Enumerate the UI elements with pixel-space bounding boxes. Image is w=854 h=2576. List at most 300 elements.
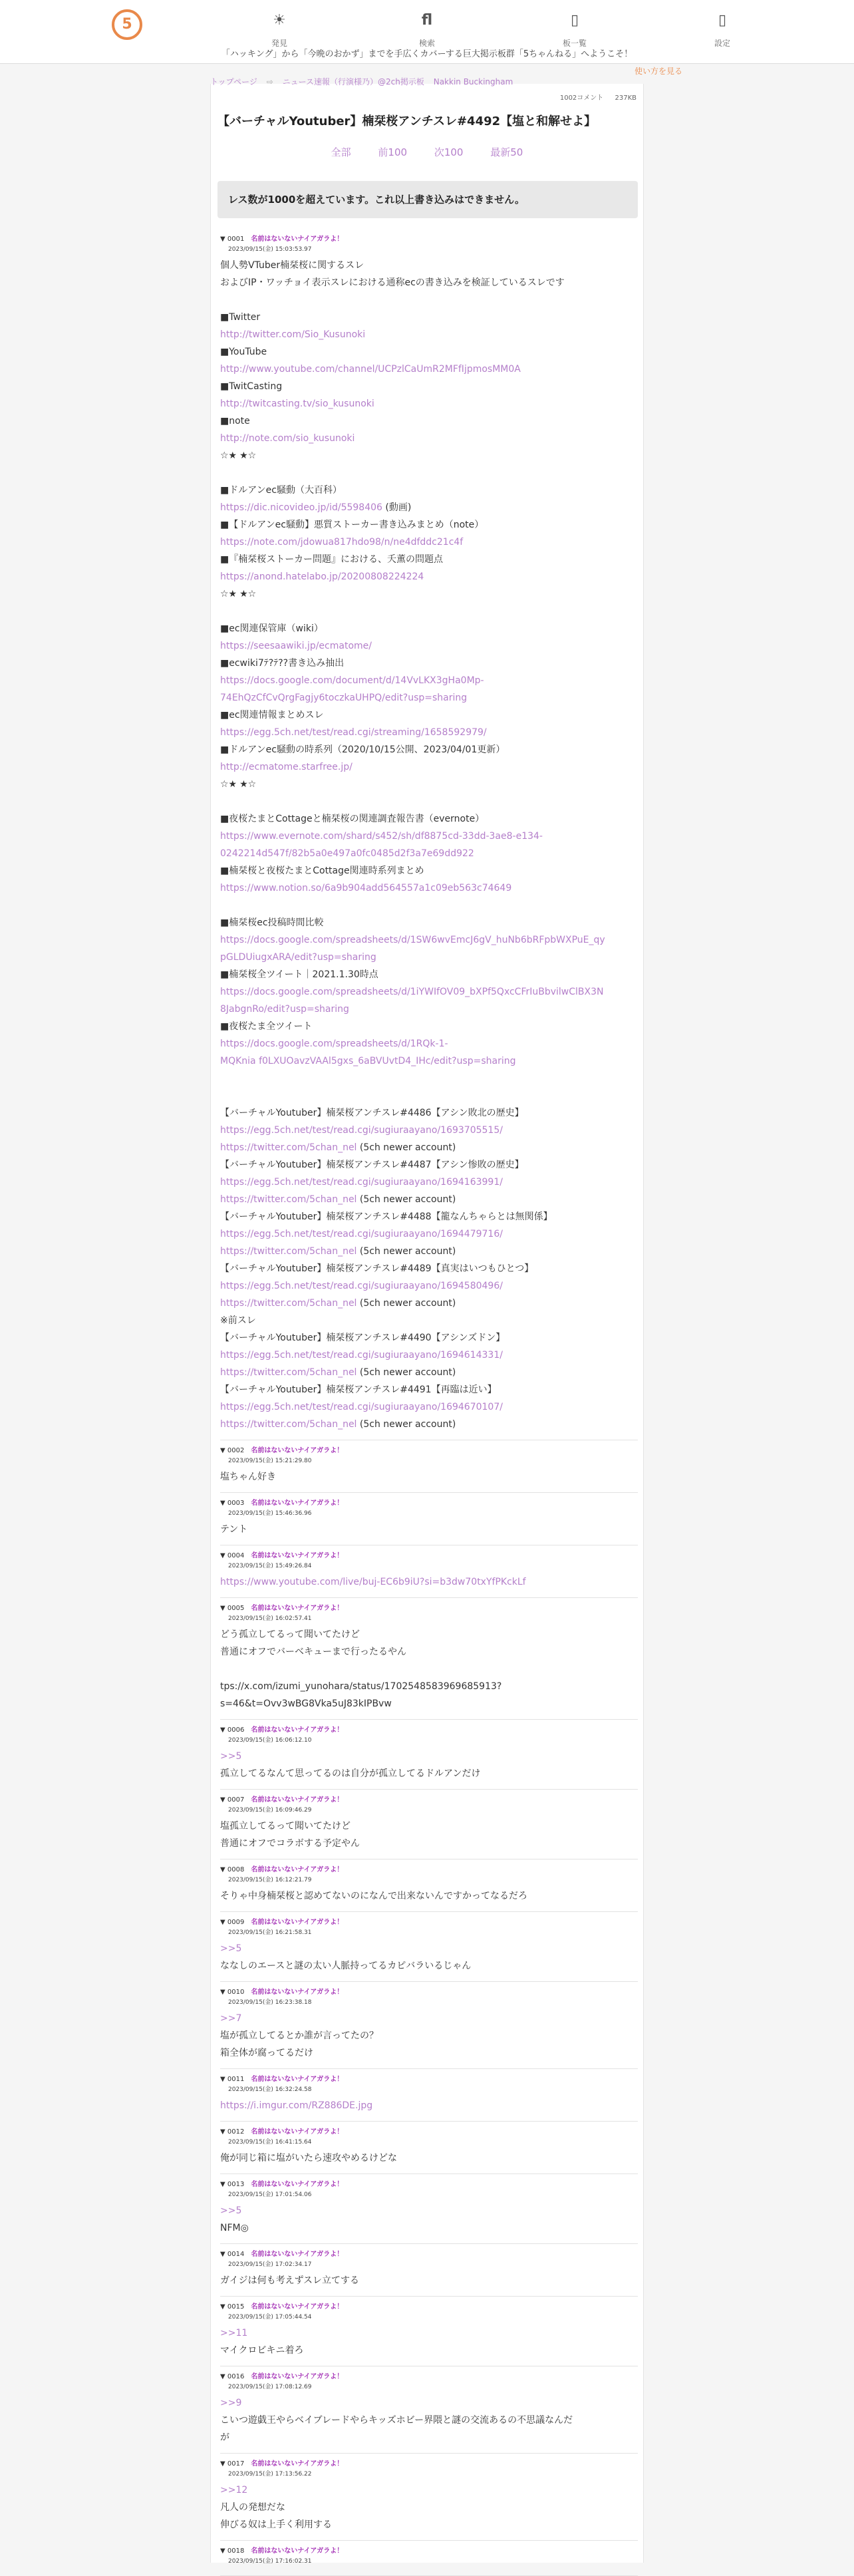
post-text: ■楠栞桜ec投稿時間比較 — [220, 917, 324, 928]
post-line — [220, 931, 638, 949]
post-text: およびIP・ワッチョイ表示スレにおける通称ecの書き込みを検証しているスレです — [220, 277, 565, 288]
post-text: 個人勢VTuber楠栞桜に関するスレ — [220, 260, 364, 271]
post-list — [220, 229, 638, 2576]
post-line — [220, 1887, 638, 1905]
post-line — [220, 1521, 638, 1538]
post-number[interactable]: ▼ 0009 — [220, 1919, 245, 1926]
post-link-note: (動画) — [382, 502, 412, 513]
post-link[interactable]: MQKnia f0LXUOavzVAAl5gxs_6aBVUvtD4_IHc/edit?usp=sharing — [220, 1056, 516, 1066]
post-line — [220, 1573, 638, 1591]
post-header — [220, 1497, 638, 1507]
post-link[interactable]: >>7 — [220, 2013, 242, 2024]
thread-size: 237KB — [615, 94, 637, 102]
post-link[interactable]: https://docs.google.com/document/d/14VvLKX3gHa0Mp- — [220, 675, 484, 686]
post-body — [220, 1748, 638, 1782]
post-author: 名前はないないナイアガラよ！ — [251, 1989, 344, 1996]
post-text: tps://x.com/izumi_yunohara/status/1702548583969685913? — [220, 1681, 502, 1692]
post-text: テント — [220, 1524, 248, 1535]
help-link[interactable]: 使い方を見る — [635, 67, 683, 76]
post-line — [220, 1765, 638, 1782]
post-number[interactable]: ▼ 0002 — [220, 1447, 245, 1454]
post-text: 俺が同じ箱に塩がいたら速攻やめるけどな — [220, 2153, 397, 2164]
post-date: 2023/09/15(金) 15:49:26.84 — [228, 1563, 312, 1569]
thread-closed-notice: レス数が1000を超えています。これ以上書き込みはできません。 — [217, 181, 638, 218]
post-text: 伸びる奴は上手く利用する — [220, 2519, 332, 2530]
post-text: ■夜桜たま全ツイート — [220, 1021, 313, 1032]
post-body — [220, 1521, 638, 1538]
post-link[interactable]: https://egg.5ch.net/test/read.cgi/sugiuraayano/1694479716/ — [220, 1229, 503, 1239]
post-body — [220, 2202, 638, 2237]
post-header — [220, 2126, 638, 2136]
post-line — [220, 1468, 638, 1486]
post-link[interactable]: >>5 — [220, 1751, 242, 1762]
post-text: 【バーチャルYoutuber】楠栞桜アンチスレ#4491【再臨は近い】 — [220, 1384, 497, 1395]
thread-pager — [211, 145, 643, 159]
post-line — [220, 1156, 638, 1174]
post-author: 名前はないないナイアガラよ！ — [251, 2303, 344, 2311]
post-text: ■TwitCasting — [220, 381, 283, 392]
post-number[interactable]: ▼ 0008 — [220, 1866, 245, 1873]
post-line — [220, 810, 638, 828]
post-text: ■ec関連情報まとめスレ — [220, 710, 324, 721]
post-text: NFM◎ — [220, 2223, 249, 2233]
post-header — [220, 1549, 638, 1559]
post-item — [220, 1598, 638, 1720]
post-link[interactable]: >>5 — [220, 2205, 242, 2216]
post-link[interactable]: https://egg.5ch.net/test/read.cgi/sugiuraayano/1694670107/ — [220, 1402, 503, 1412]
post-line — [220, 534, 638, 551]
post-number[interactable]: ▼ 0013 — [220, 2181, 245, 2188]
breadcrumb-board[interactable]: ニュース速報（行演様乃）@2ch掲示板 — [282, 77, 424, 86]
post-line — [220, 2097, 638, 2114]
post-line — [220, 1312, 638, 1329]
post-date: 2023/09/15(金) 16:21:58.31 — [228, 1929, 312, 1936]
post-line — [220, 464, 638, 482]
post-line — [220, 257, 638, 274]
post-line — [220, 2219, 638, 2237]
post-header — [220, 1602, 638, 1612]
post-author: 名前はないないナイアガラよ！ — [251, 1919, 344, 1926]
post-line — [220, 2429, 638, 2446]
post-body — [220, 1818, 638, 1852]
post-text: ■Twitter — [220, 312, 261, 323]
post-link[interactable]: >>9 — [220, 2398, 242, 2408]
post-date: 2023/09/15(金) 15:21:29.80 — [228, 1458, 312, 1464]
post-line — [220, 361, 638, 378]
post-line — [220, 309, 638, 326]
post-line — [220, 1001, 638, 1018]
post-body — [220, 2097, 638, 2114]
post-link[interactable]: http://ecmatome.starfree.jp/ — [220, 762, 353, 772]
post-line — [220, 603, 638, 620]
post-text: 【バーチャルYoutuber】楠栞桜アンチスレ#4489【真実はいつもひとつ】 — [220, 1263, 534, 1274]
post-link[interactable]: https://seesaawiki.jp/ecmatome/ — [220, 641, 372, 651]
post-number[interactable]: ▼ 0016 — [220, 2373, 245, 2380]
post-item — [220, 2122, 638, 2174]
site-logo[interactable]: 5 — [112, 9, 142, 40]
post-line — [220, 1818, 638, 1835]
breadcrumb — [210, 76, 642, 87]
post-body — [220, 2150, 638, 2167]
post-number[interactable]: ▼ 0018 — [220, 2547, 245, 2555]
breadcrumb-top[interactable]: トップページ — [210, 77, 257, 86]
post-line — [220, 1122, 638, 1139]
post-line — [220, 1295, 638, 1312]
post-link[interactable]: 8JabgnRo/edit?usp=sharing — [220, 1004, 349, 1015]
post-link[interactable]: https://egg.5ch.net/test/read.cgi/sugiuraayano/1694163991/ — [220, 1177, 503, 1188]
welcome-banner: 「ハッキング」から「今晩のおかず」までを手広くカバーする巨大掲示板群「5ちゃんねる」へようこそ！ — [221, 49, 633, 59]
post-author: 名前はないないナイアガラよ！ — [251, 1447, 344, 1454]
nav-search-label: 検索 — [418, 39, 435, 48]
post-line — [220, 880, 638, 897]
post-number[interactable]: ▼ 0017 — [220, 2460, 245, 2468]
post-line — [220, 1174, 638, 1191]
post-link[interactable]: >>12 — [220, 2485, 248, 2496]
post-author: 名前はないないナイアガラよ！ — [251, 2128, 344, 2136]
post-link[interactable]: http://www.youtube.com/channel/UCPzlCaUmR2MFfIjpmosMM0A — [220, 364, 521, 375]
post-line — [220, 637, 638, 655]
post-line — [220, 291, 638, 309]
post-link[interactable]: https://docs.google.com/spreadsheets/d/1SW6wvEmcJ6gV_huNb6bRFpbWXPuE_qy — [220, 935, 605, 945]
post-line — [220, 1678, 638, 1695]
post-link[interactable]: https://www.notion.so/6a9b904add564557a1c09eb563c74649 — [220, 883, 512, 893]
post-line — [220, 1364, 638, 1381]
post-link[interactable]: https://egg.5ch.net/test/read.cgi/sugiuraayano/1694614331/ — [220, 1350, 503, 1361]
post-number[interactable]: ▼ 0014 — [220, 2251, 245, 2258]
post-text: 凡人の発想だな — [220, 2502, 285, 2513]
pager-next-100[interactable]: 次100 — [434, 146, 464, 158]
post-item — [220, 2069, 638, 2122]
post-number[interactable]: ▼ 0012 — [220, 2128, 245, 2136]
post-text: ななしのエースと謎の太い人脈持ってるカピバラいるじゃん — [220, 1961, 472, 1971]
post-line — [220, 758, 638, 776]
post-item — [220, 1440, 638, 1493]
post-author: 名前はないないナイアガラよ！ — [251, 2547, 344, 2555]
breadcrumb-separator: ⇨ — [266, 77, 273, 86]
post-link[interactable]: https://twitter.com/5chan_nel — [220, 1194, 357, 1205]
post-header — [220, 1794, 638, 1804]
post-link[interactable]: https://docs.google.com/spreadsheets/d/1RQk-1- — [220, 1039, 448, 1049]
post-line — [220, 828, 638, 845]
post-text: 【バーチャルYoutuber】楠栞桜アンチスレ#4487【アシン惨敗の歴史】 — [220, 1160, 524, 1170]
post-link[interactable]: https://dic.nicovideo.jp/id/5598406 — [220, 502, 382, 513]
thread-container — [210, 84, 644, 2563]
post-text: ■ecwiki7ﾃ?ﾃ??書き込み抽出 — [220, 658, 345, 669]
post-line — [220, 845, 638, 862]
post-line — [220, 983, 638, 1001]
post-item — [220, 2297, 638, 2366]
post-line — [220, 430, 638, 447]
post-header — [220, 2178, 638, 2188]
post-line — [220, 1191, 638, 1208]
post-header — [220, 1986, 638, 1996]
post-link[interactable]: https://i.imgur.com/RZ886DE.jpg — [220, 2100, 373, 2111]
post-line — [220, 897, 638, 914]
post-date: 2023/09/15(金) 17:08:12.69 — [228, 2384, 312, 2390]
post-author: 名前はないないナイアガラよ！ — [251, 236, 344, 243]
post-line — [220, 585, 638, 603]
post-line — [220, 2325, 638, 2342]
post-line — [220, 499, 638, 516]
post-line — [220, 1243, 638, 1260]
rule-start: ☆★ — [220, 779, 237, 790]
post-body — [220, 1940, 638, 1975]
post-item — [220, 2366, 638, 2454]
post-header — [220, 2370, 638, 2380]
post-author: 名前はないないナイアガラよ！ — [251, 2460, 344, 2468]
post-line — [220, 568, 638, 585]
post-item — [220, 2174, 638, 2244]
post-body — [220, 257, 638, 1433]
post-body — [220, 1887, 638, 1905]
post-header — [220, 1724, 638, 1734]
post-author: 名前はないないナイアガラよ！ — [251, 1726, 344, 1734]
post-number[interactable]: ▼ 0004 — [220, 1552, 245, 1559]
post-line — [220, 1260, 638, 1277]
post-link[interactable]: https://twitter.com/5chan_nel — [220, 1419, 357, 1430]
post-line — [220, 2272, 638, 2289]
post-item — [220, 1859, 638, 1912]
post-line — [220, 343, 638, 361]
post-date: 2023/09/15(金) 16:23:38.18 — [228, 1999, 312, 2006]
post-text: 箱全体が腐ってるだけ — [220, 2048, 313, 2058]
post-text: ■ec関連保管庫（wiki） — [220, 623, 323, 634]
post-line — [220, 1643, 638, 1661]
post-date: 2023/09/15(金) 15:03:53.97 — [228, 246, 312, 253]
post-author: 名前はないないナイアガラよ！ — [251, 1552, 344, 1559]
post-link[interactable]: https://egg.5ch.net/test/read.cgi/sugiuraayano/1694580496/ — [220, 1281, 503, 1291]
post-link-note: (5ch newer account) — [356, 1142, 456, 1153]
post-number[interactable]: ▼ 0006 — [220, 1726, 245, 1734]
post-link[interactable]: https://egg.5ch.net/test/read.cgi/sugiuraayano/1693705515/ — [220, 1125, 503, 1136]
post-line — [220, 2394, 638, 2412]
post-link[interactable]: https://www.youtube.com/live/buj-EC6b9iU?si=b3dw70txYfPKckLf — [220, 1577, 526, 1587]
post-text: 【バーチャルYoutuber】楠栞桜アンチスレ#4486【アシン敗北の歴史】 — [220, 1108, 524, 1118]
post-link[interactable]: 0242214d547f/82b5a0e497a0fc0485d2f3a7e69dd922 — [220, 848, 474, 859]
post-line — [220, 1835, 638, 1852]
post-link[interactable]: http://twitcasting.tv/sio_kusunoki — [220, 399, 374, 409]
post-header — [220, 2458, 638, 2468]
post-number[interactable]: ▼ 0001 — [220, 236, 245, 243]
pager-latest-50[interactable]: 最新50 — [490, 146, 523, 158]
post-item — [220, 1912, 638, 1982]
post-text: ■YouTube — [220, 347, 267, 357]
post-text: こいつ遊戯王やらベイブレードやらキッズホビー界隈と謎の交流あるの不思議なんだ — [220, 2415, 573, 2426]
post-line — [220, 482, 638, 499]
post-line — [220, 2482, 638, 2499]
sun-icon: ☀ — [273, 12, 286, 29]
post-number[interactable]: ▼ 0010 — [220, 1989, 245, 1996]
post-header — [220, 2248, 638, 2258]
post-text: 塩ちゃん好き — [220, 1472, 276, 1482]
post-author: 名前はないないナイアガラよ！ — [251, 1605, 344, 1612]
rule-end: ★☆ — [239, 779, 257, 790]
post-link[interactable]: 74EhQzCfCvQrgFagjy6toczkaUHPQ/edit?usp=sharing — [220, 693, 468, 703]
post-text: ■ドルアンec騒動の時系列（2020/10/15公開、2023/04/01更新） — [220, 744, 505, 755]
pager-all[interactable]: 全部 — [331, 146, 351, 158]
post-text: s=46&t=Ovv3wBG8Vka5uJ83kIPBvw — [220, 1698, 392, 1709]
post-line — [220, 655, 638, 672]
post-author: 名前はないないナイアガラよ！ — [251, 2181, 344, 2188]
post-number[interactable]: ▼ 0005 — [220, 1605, 245, 1612]
nav-discover[interactable] — [239, 12, 319, 49]
breadcrumb-extra[interactable]: Nakkin Buckingham — [433, 77, 513, 86]
post-header — [220, 1444, 638, 1454]
post-link-note: (5ch newer account) — [356, 1298, 456, 1309]
post-date: 2023/09/15(金) 16:12:21.79 — [228, 1877, 312, 1883]
post-author: 名前はないないナイアガラよ！ — [251, 2251, 344, 2258]
post-line — [220, 1070, 638, 1087]
post-link-note: (5ch newer account) — [356, 1194, 456, 1205]
thread-meta — [551, 92, 637, 102]
nav-settings[interactable] — [682, 12, 762, 49]
post-item — [220, 1790, 638, 1859]
post-item — [220, 2244, 638, 2297]
post-link[interactable]: >>5 — [220, 1943, 242, 1954]
post-line — [220, 1087, 638, 1104]
post-line — [220, 776, 638, 793]
post-line — [220, 1416, 638, 1433]
post-link[interactable]: https://twitter.com/5chan_nel — [220, 1246, 357, 1257]
post-header — [220, 2545, 638, 2555]
post-line — [220, 620, 638, 637]
post-link[interactable]: pGLDUiugxARA/edit?usp=sharing — [220, 952, 376, 963]
post-line — [220, 2150, 638, 2167]
post-text: 普通にオフでバーベキューまで行ったるやん — [220, 1647, 406, 1657]
post-link[interactable]: >>11 — [220, 2328, 248, 2338]
settings-icon: ▯ — [718, 12, 727, 29]
post-date: 2023/09/15(金) 17:05:44.54 — [228, 2314, 312, 2321]
post-line — [220, 551, 638, 568]
post-link[interactable]: https://egg.5ch.net/test/read.cgi/streaming/1658592979/ — [220, 727, 487, 738]
post-header — [220, 1916, 638, 1926]
post-link[interactable]: https://twitter.com/5chan_nel — [220, 1298, 357, 1309]
list-icon: ▯ — [570, 12, 579, 29]
post-line — [220, 1940, 638, 1957]
rule-end: ★☆ — [239, 589, 257, 599]
post-body — [220, 2394, 638, 2446]
post-date: 2023/09/15(金) 16:32:24.58 — [228, 2086, 312, 2093]
post-text: そりゃ中身楠栞桜と認めてないのになんで出来ないんですかってなるだろ — [220, 1891, 527, 1901]
nav-search[interactable] — [387, 12, 467, 49]
post-number[interactable]: ▼ 0007 — [220, 1796, 245, 1804]
post-date: 2023/09/15(金) 16:02:57.41 — [228, 1615, 312, 1622]
post-body — [220, 2325, 638, 2359]
post-link-note: (5ch newer account) — [356, 1419, 456, 1430]
post-date: 2023/09/15(金) 16:09:46.29 — [228, 1807, 312, 1814]
post-date: 2023/09/15(金) 17:16:02.31 — [228, 2558, 312, 2565]
post-date: 2023/09/15(金) 17:01:54.06 — [228, 2191, 312, 2198]
post-line — [220, 1661, 638, 1678]
post-body — [220, 2482, 638, 2533]
thread-title: 【バーチャルYoutuber】楠栞桜アンチスレ#4492【塩と和解せよ】 — [217, 114, 597, 128]
post-line — [220, 1104, 638, 1122]
post-author: 名前はないないナイアガラよ！ — [251, 1500, 344, 1507]
post-text: が — [220, 2432, 229, 2443]
post-body — [220, 1468, 638, 1486]
post-text: マイクロビキニ着ろ — [220, 2345, 304, 2356]
post-line — [220, 2516, 638, 2533]
post-text: ■夜桜たまとCottageと楠栞桜の関連調査報告書（evernote） — [220, 814, 485, 824]
post-line — [220, 1277, 638, 1295]
post-body — [220, 2272, 638, 2289]
post-line — [220, 447, 638, 464]
pager-prev-100[interactable]: 前100 — [378, 146, 408, 158]
post-item — [220, 2454, 638, 2541]
post-line — [220, 1695, 638, 1712]
post-link[interactable]: https://anond.hatelabo.jp/20200808224224 — [220, 571, 424, 582]
rule-end: ★☆ — [239, 450, 257, 461]
post-text: ■楠栞桜全ツイート｜2021.1.30時点 — [220, 969, 378, 980]
post-link[interactable]: https://www.evernote.com/shard/s452/sh/df8875cd-33dd-3ae8-e134- — [220, 831, 543, 842]
post-header — [220, 2301, 638, 2311]
post-line — [220, 741, 638, 758]
post-date: 2023/09/15(金) 17:13:56.22 — [228, 2471, 312, 2478]
post-line — [220, 914, 638, 931]
post-text: 孤立してるなんて思ってるのは自分が孤立してるドルアンだけ — [220, 1768, 481, 1779]
post-line — [220, 1208, 638, 1225]
post-text: ガイジは何も考えずスレ立てする — [220, 2275, 360, 2286]
post-number[interactable]: ▼ 0003 — [220, 1500, 245, 1507]
post-text: 塩が孤立してるとか誰が言ってたの？ — [220, 2030, 378, 2041]
search-icon: fl — [421, 12, 433, 29]
post-line — [220, 2010, 638, 2027]
post-item — [220, 1493, 638, 1545]
post-link[interactable]: https://note.com/jdowua817hdo98/n/ne4dfddc21c4f — [220, 537, 464, 548]
post-link[interactable]: https://docs.google.com/spreadsheets/d/1iYWIfOV09_bXPf5QxcCFrIuBbvilwClBX3N — [220, 987, 604, 997]
rule-start: ☆★ — [220, 589, 237, 599]
post-line — [220, 326, 638, 343]
post-line — [220, 1035, 638, 1052]
post-link[interactable]: https://twitter.com/5chan_nel — [220, 1142, 357, 1153]
post-body — [220, 1573, 638, 1591]
post-line — [220, 1398, 638, 1416]
post-date: 2023/09/15(金) 16:06:12.10 — [228, 1737, 312, 1744]
post-link[interactable]: https://twitter.com/5chan_nel — [220, 1367, 357, 1378]
post-line — [220, 862, 638, 880]
post-item — [220, 1720, 638, 1790]
post-text: ■note — [220, 416, 250, 426]
post-number[interactable]: ▼ 0015 — [220, 2303, 245, 2311]
post-item — [220, 2541, 638, 2576]
post-text: ■【ドルアンec騒動】悪質ストーカー書き込みまとめ（note） — [220, 520, 484, 530]
post-number[interactable]: ▼ 0011 — [220, 2076, 245, 2083]
post-header — [220, 233, 638, 243]
comment-count: 1002コメント — [559, 94, 604, 102]
post-line — [220, 274, 638, 291]
post-line — [220, 412, 638, 430]
post-text: 普通にオフでコラボする予定やん — [220, 1838, 360, 1849]
post-line — [220, 1381, 638, 1398]
post-item — [220, 1982, 638, 2069]
post-link[interactable]: http://note.com/sio_kusunoki — [220, 433, 355, 444]
post-date: 2023/09/15(金) 15:46:36.96 — [228, 1510, 312, 1517]
post-line — [220, 1225, 638, 1243]
post-author: 名前はないないナイアガラよ！ — [251, 2373, 344, 2380]
nav-settings-label: 設定 — [714, 39, 730, 48]
post-line — [220, 2044, 638, 2062]
post-body — [220, 2010, 638, 2062]
post-link-note: (5ch newer account) — [356, 1246, 456, 1257]
post-text: 塩孤立してるって聞いてたけど — [220, 1821, 351, 1832]
nav-board-list[interactable] — [535, 12, 615, 49]
post-line — [220, 2412, 638, 2429]
post-text: ■『楠栞桜ストーカー問題』における、夭薫の問題点 — [220, 554, 443, 565]
post-line — [220, 378, 638, 395]
post-line — [220, 1329, 638, 1347]
post-link[interactable]: http://twitter.com/Sio_Kusunoki — [220, 329, 366, 340]
post-line — [220, 1139, 638, 1156]
